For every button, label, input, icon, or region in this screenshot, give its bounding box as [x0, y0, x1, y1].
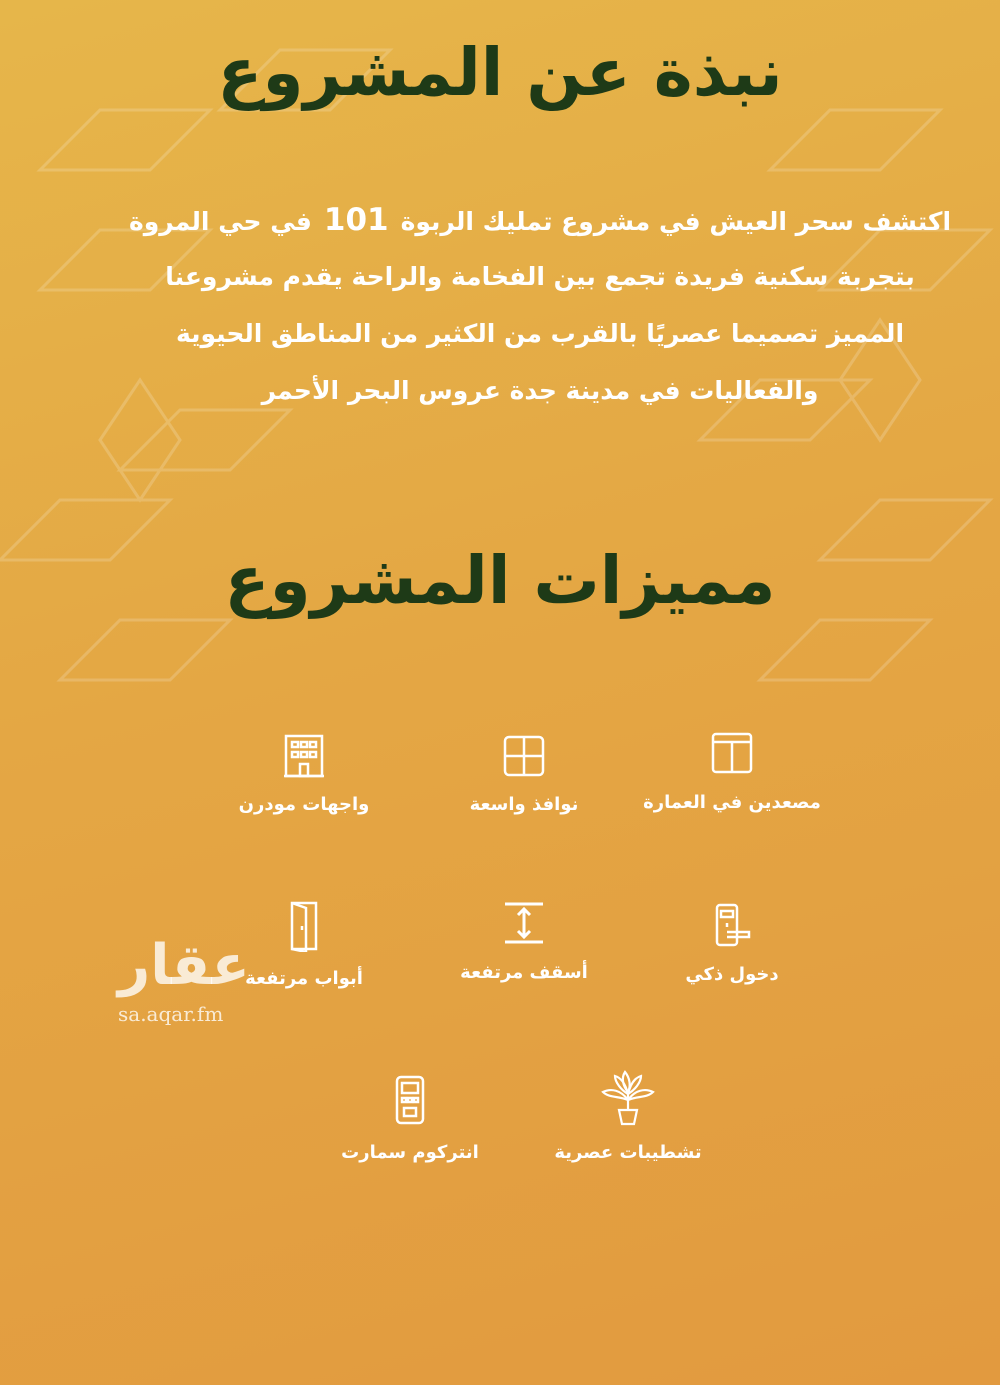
watermark-logo: عقار [118, 933, 250, 998]
building-icon [282, 732, 326, 778]
features-title: مميزات المشروع [224, 542, 776, 619]
elevator-icon [709, 730, 755, 776]
feature-modern-finishes [508, 1070, 748, 1163]
window-icon [502, 734, 546, 778]
feature-label: دخول ذكي [685, 964, 779, 985]
feature-label: انتركوم سمارت [341, 1142, 479, 1163]
feature-smart-entry [612, 902, 852, 985]
feature-label: نوافذ واسعة [469, 794, 579, 815]
feature-label: مصعدين في العمارة [643, 792, 821, 813]
feature-modern-facades [184, 732, 424, 815]
about-line-2: بتجربة سكنية فريدة تجمع بين الفخامة والراحة يقدم مشروعنا [165, 262, 915, 291]
about-line-3: المميز تصميما عصريًا بالقرب من الكثير من المناطق الحيوية [175, 319, 905, 348]
feature-label: أسقف مرتفعة [460, 962, 588, 983]
watermark [118, 933, 250, 1026]
feature-smart-intercom [290, 1074, 530, 1163]
feature-label: أبواب مرتفعة [245, 968, 363, 989]
feature-wide-windows [404, 734, 644, 815]
feature-label: تشطيبات عصرية [554, 1142, 702, 1163]
about-line-1-start: اكتشف سحر العيش في مشروع تمليك الربوة [400, 207, 952, 236]
feature-high-ceilings [404, 900, 644, 983]
project-number: 101 [323, 202, 389, 238]
ceiling-height-icon [501, 900, 547, 946]
plant-icon [597, 1070, 659, 1126]
about-line-1-end: في حي المروة [128, 207, 312, 236]
smart-lock-icon [709, 902, 755, 948]
about-line-1 [120, 196, 960, 253]
door-icon [284, 900, 324, 952]
about-paragraph [120, 196, 960, 424]
about-line-4: والفعاليات في مدينة جدة عروس البحر الأحمر [261, 376, 819, 405]
about-title: نبذة عن المشروع [217, 34, 783, 111]
intercom-icon [392, 1074, 428, 1126]
feature-elevators [612, 730, 852, 813]
feature-label: واجهات مودرن [238, 794, 370, 815]
watermark-url: sa.aqar.fm [118, 1002, 224, 1026]
